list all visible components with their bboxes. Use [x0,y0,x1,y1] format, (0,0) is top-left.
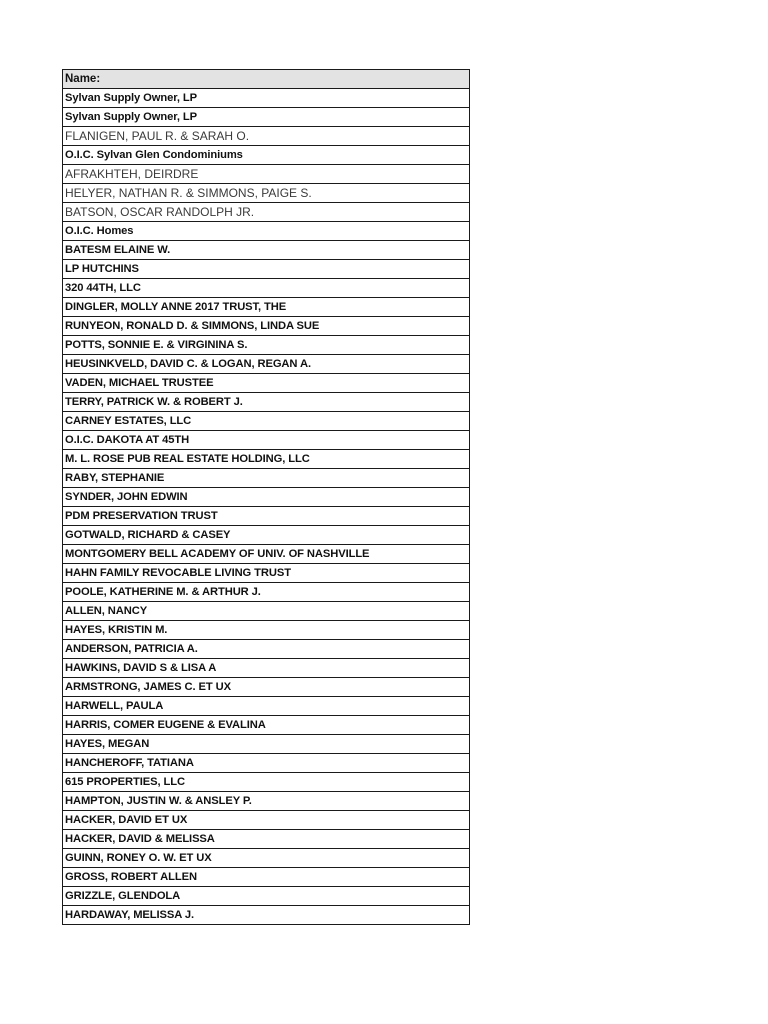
table-row [63,431,470,450]
table-row [63,773,470,792]
name-cell: BATSON, OSCAR RANDOLPH JR. [63,203,470,222]
table-row [63,89,470,108]
name-cell: HACKER, DAVID ET UX [63,811,470,830]
table-row [63,241,470,260]
name-cell: HARDAWAY, MELISSA J. [63,906,470,925]
name-cell: HAYES, KRISTIN M. [63,621,470,640]
name-cell: GUINN, RONEY O. W. ET UX [63,849,470,868]
name-cell: RUNYEON, RONALD D. & SIMMONS, LINDA SUE [63,317,470,336]
table-row [63,298,470,317]
table-row [63,336,470,355]
name-cell: PDM PRESERVATION TRUST [63,507,470,526]
table-row [63,545,470,564]
table-row [63,583,470,602]
name-cell: HAYES, MEGAN [63,735,470,754]
table-row [63,488,470,507]
table-row [63,355,470,374]
table-row [63,526,470,545]
table-row [63,127,470,146]
name-cell: TERRY, PATRICK W. & ROBERT J. [63,393,470,412]
table-row [63,146,470,165]
name-cell: VADEN, MICHAEL TRUSTEE [63,374,470,393]
table-row [63,317,470,336]
table-row [63,469,470,488]
table-row [63,792,470,811]
name-cell: LP HUTCHINS [63,260,470,279]
name-cell: AFRAKHTEH, DEIRDRE [63,165,470,184]
name-cell: HEUSINKVELD, DAVID C. & LOGAN, REGAN A. [63,355,470,374]
table-row [63,830,470,849]
name-cell: GRIZZLE, GLENDOLA [63,887,470,906]
table-row [63,697,470,716]
names-table [62,69,470,925]
name-cell: HARWELL, PAULA [63,697,470,716]
table-row [63,393,470,412]
name-cell: POTTS, SONNIE E. & VIRGININA S. [63,336,470,355]
name-cell: HAMPTON, JUSTIN W. & ANSLEY P. [63,792,470,811]
name-cell: SYNDER, JOHN EDWIN [63,488,470,507]
name-cell: DINGLER, MOLLY ANNE 2017 TRUST, THE [63,298,470,317]
name-column-header: Name: [63,70,470,89]
table-row [63,450,470,469]
name-cell: HACKER, DAVID & MELISSA [63,830,470,849]
table-row [63,716,470,735]
name-cell: O.I.C. Homes [63,222,470,241]
name-cell: CARNEY ESTATES, LLC [63,412,470,431]
table-row [63,165,470,184]
table-body [63,89,470,925]
name-cell: ANDERSON, PATRICIA A. [63,640,470,659]
table-row [63,260,470,279]
table-row [63,374,470,393]
name-cell: HAWKINS, DAVID S & LISA A [63,659,470,678]
name-cell: MONTGOMERY BELL ACADEMY OF UNIV. OF NASHVILLE [63,545,470,564]
table-row [63,678,470,697]
table-row [63,412,470,431]
table-row [63,754,470,773]
name-cell: HANCHEROFF, TATIANA [63,754,470,773]
name-cell: M. L. ROSE PUB REAL ESTATE HOLDING, LLC [63,450,470,469]
table-row [63,203,470,222]
name-cell: Sylvan Supply Owner, LP [63,108,470,127]
name-cell: BATESM ELAINE W. [63,241,470,260]
table-row [63,640,470,659]
name-cell: O.I.C. Sylvan Glen Condominiums [63,146,470,165]
name-cell: Sylvan Supply Owner, LP [63,89,470,108]
name-cell: ALLEN, NANCY [63,602,470,621]
name-cell: GOTWALD, RICHARD & CASEY [63,526,470,545]
name-cell: 615 PROPERTIES, LLC [63,773,470,792]
table-row [63,887,470,906]
table-row [63,868,470,887]
name-cell: HELYER, NATHAN R. & SIMMONS, PAIGE S. [63,184,470,203]
table-row [63,564,470,583]
header-row [63,70,470,89]
table-row [63,811,470,830]
table-row [63,507,470,526]
table-row [63,906,470,925]
name-cell: GROSS, ROBERT ALLEN [63,868,470,887]
name-cell: FLANIGEN, PAUL R. & SARAH O. [63,127,470,146]
table-row [63,184,470,203]
table-row [63,735,470,754]
table-row [63,849,470,868]
table-row [63,222,470,241]
name-cell: HARRIS, COMER EUGENE & EVALINA [63,716,470,735]
table-row [63,602,470,621]
name-cell: RABY, STEPHANIE [63,469,470,488]
name-cell: ARMSTRONG, JAMES C. ET UX [63,678,470,697]
name-cell: POOLE, KATHERINE M. & ARTHUR J. [63,583,470,602]
table-row [63,108,470,127]
table-row [63,279,470,298]
table-row [63,621,470,640]
name-cell: O.I.C. DAKOTA AT 45TH [63,431,470,450]
name-cell: 320 44TH, LLC [63,279,470,298]
name-cell: HAHN FAMILY REVOCABLE LIVING TRUST [63,564,470,583]
table-row [63,659,470,678]
